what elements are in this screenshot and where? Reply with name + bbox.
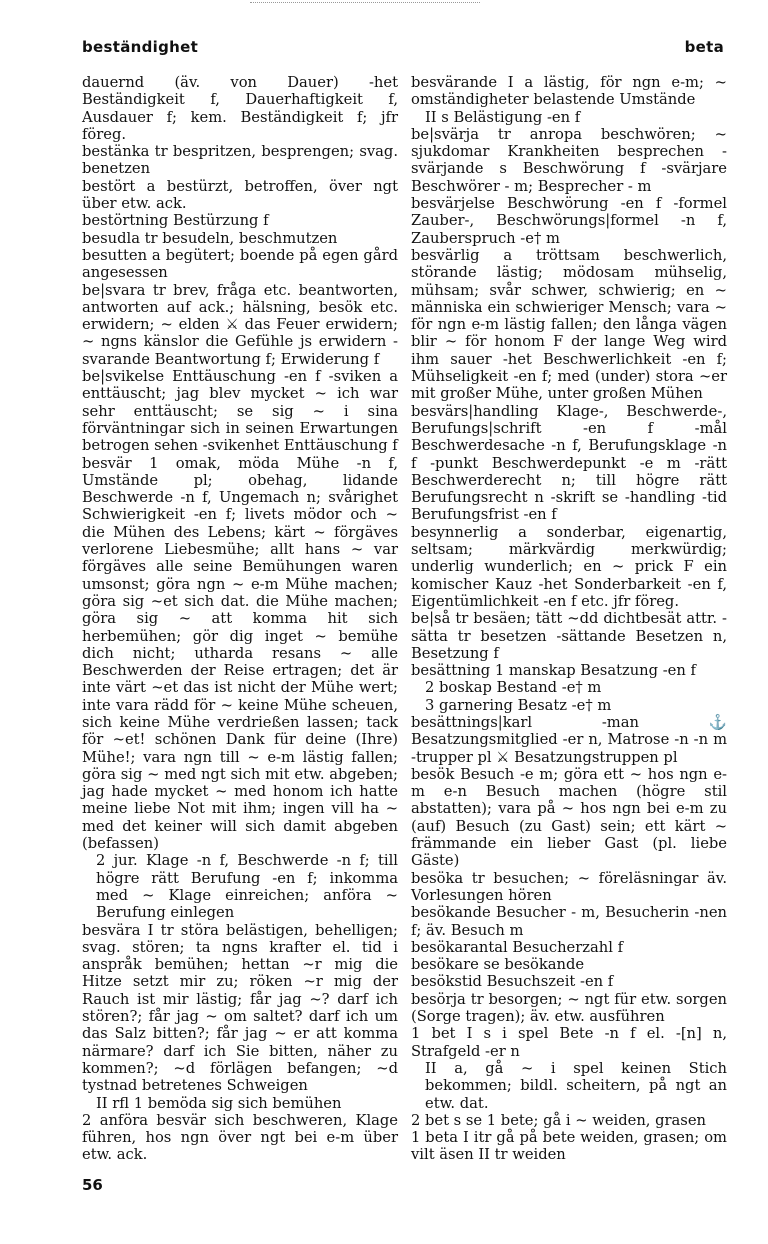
entry-besattningskarl: besättnings|karl -man ⚓ Besatzungsmitglied -er n, Matrose -n -n m -trupper pl ⚔ Besatzungstruppen pl	[411, 713, 727, 766]
entry-besudla: besudla tr besudeln, beschmutzen	[82, 229, 338, 247]
entry-besvarlig: besvärlig a tröttsam beschwerlich, störande lästig; mödosam mühselig, mühsam; svår schwer, schwierig; en ~ människa ein schwieriger Mensch; vara ~ för ngn e-m lästig fallen; den långa vägen blir ~ för honom F der lange Weg wird ihm sauer -het Beschwerlichkeit -en f; Mühseligkeit -en f; med (under) stora ~er mit großer Mühe, unter großen Mühen	[411, 246, 727, 403]
left-column	[82, 74, 398, 1164]
page-number: 56	[82, 1176, 103, 1194]
entry-besvarjelse: besvärjelse Beschwörung -en f -formel Zauber-, Beschwörungs|formel -n f, Zauberspruch -e† m	[411, 195, 727, 247]
entry-besoka: besöka tr besuchen; ~ föreläsningar äv. Vorlesungen hören	[411, 869, 727, 904]
entry-bestortning: bestörtning Bestürzung f	[82, 212, 269, 230]
entry-besattning-sense-3: 3 garnering Besatz -e† m	[425, 696, 612, 714]
entry-besvarja: be|svärja tr anropa beschwören; ~ sjukdomar Krankheiten besprechen -svärjande s Beschwörung f -svärjare Beschwörer - m; Besprecher - m	[411, 125, 727, 195]
entry-besvikelse: be|svikelse Enttäuschung -en f -sviken a enttäuscht; jag blev mycket ~ ich war sehr enttäuscht; se sig ~ i sina förväntningar sich in seinen Erwartungen betrogen sehen -svikenhet Enttäuschung f	[82, 368, 398, 455]
entry-besvara-rfl-2: 2 anföra besvär sich beschweren, Klage führen, hos ngn över ngt bei e-m über etw. ack.	[82, 1111, 398, 1164]
entry-besokare: besökare se besökande	[411, 956, 585, 974]
entry-besorja: besörja tr besorgen; ~ ngt für etw. sorgen (Sorge tragen); äv. etw. ausführen	[411, 990, 727, 1026]
entry-besa: be|så tr besäen; tätt ~dd dichtbesät attr. -sätta tr besetzen -sättande Besetzen n, Besetzung f	[411, 610, 727, 662]
entry-besvar-sense-2: 2 jur. Klage -n f, Beschwerde -n f; till högre rätt Berufung -en f; inkomma med ~ Klage einreichen; anföra ~ Berufung einlegen	[96, 852, 398, 922]
entry-besokstid: besökstid Besuchszeit -en f	[411, 973, 614, 991]
running-head-right: beta	[684, 38, 724, 56]
entry-besvarande: besvärande I a lästig, för ngn e-m; ~ omständigheter belastende Umstände	[411, 74, 727, 109]
entry-besokande: besökande Besucher - m, Besucherin -nen f; äv. Besuch m	[411, 904, 727, 939]
top-rule	[250, 2, 480, 3]
entry-besvara: be|svara tr brev, fråga etc. beantworten, antworten auf ack.; hälsning, besök etc. erwidern; ~ elden ⚔ das Feuer erwidern; ~ ngns känslor die Gefühle js erwidern -svarande Beantwortung f; Erwiderung f	[82, 281, 398, 368]
running-head-left: beständighet	[82, 38, 199, 56]
entry-2-bet: 2 bet s se 1 bete; gå i ~ weiden, grasen	[411, 1111, 706, 1129]
entry-besvara-verb: besvära I tr störa belästigen, behelligen; svag. stören; ta ngns krafter el. tid i anspråk bemühen; hettan ~r mig die Hitze setzt mir zu; röken ~r mig der Rauch ist mir lästig; får jag ~? darf ich stören?; får jag ~ om saltet? darf ich um das Salz bitten?; får jag ~ er att komma närmare? darf ich Sie bitten, näher zu kommen?; ~d förlägen befangen; ~d tystnad betretenes Schweigen	[82, 921, 398, 1095]
entry-besattning-sense-2: 2 boskap Bestand -e† m	[425, 679, 602, 697]
entry-1-bet: 1 bet I s i spel Bete -n f el. -[n] n, Strafgeld -er n	[411, 1025, 727, 1060]
entry-besvarshandling: besvärs|handling Klage-, Beschwerde-, Berufungs|schrift -en f -mål Beschwerdesache -n f, Berufungsklage -n f -punkt Beschwerdepunkt -e m -rätt Beschwerderecht n; till högre rätt Berufungsrecht n -skrift se -handling -tid Berufungsfrist -en f	[411, 402, 727, 524]
entry-besynnerlig: besynnerlig a sonderbar, eigenartig, seltsam; märkvärdig merkwürdig; underlig wunderlich; en ~ prick F ein komischer Kauz -het Sonderbarkeit -en f, Eigentümlichkeit -en f etc. jfr föreg.	[411, 523, 727, 610]
entry-besutten: besutten a begütert; boende på egen gård angesessen	[82, 246, 398, 282]
entry-besattning: besättning 1 manskap Besatzung -en f	[411, 662, 696, 680]
entry-besok: besök Besuch -e m; göra ett ~ hos ngn e-m e-n Besuch machen (högre stil abstatten); vara på ~ hos ngn bei e-m zu (auf) Besuch (zu Gast) sein; ett kärt ~ främmande ein lieber Gast (pl. liebe Gäste)	[411, 765, 727, 870]
entry-besvar: besvär 1 omak, möda Mühe -n f, Umstände pl; obehag, lidande Beschwerde -n f, Ungemach n; svårighet Schwierigkeit -en f; livets mödor och ~ die Mühen des Lebens; kärt ~ förgäves verlorene Liebesmühe; allt hans ~ var förgäves alle seine Bemühungen waren umsonst; göra ngn ~ e-m Mühe machen; göra sig ~et sich dat. die Mühe machen; göra sig ~ att komma hit sich herbemühen; gör dig inget ~ bemühe dich nicht; utharda resans ~ alle Beschwerden der Reise ertragen; det är inte värt ~et das ist nicht der Mühe wert; inte vara rädd för ~ keine Mühe scheuen, sich keine Mühe verdrießen lassen; tack för ~et! schönen Dank für deine (Ihre) Mühe!; vara ngn till ~ e-m lästig fallen; göra sig ~ med ngt sich mit etw. abgeben; jag hade mycket ~ med honom ich hatte meine liebe Not mit ihm; ingen vill ha ~ med det keiner will sich damit abgeben (befassen)	[82, 454, 398, 853]
entry-bestort: bestört a bestürzt, betroffen, över ngt über etw. ack.	[82, 177, 398, 213]
entry-1-beta: 1 beta I itr gå på bete weiden, grasen; om vilt äsen II tr weiden	[411, 1129, 727, 1164]
entry-besokarantal: besökarantal Besucherzahl f	[411, 938, 624, 956]
entry-besvarande-sense-2: II s Belästigung -en f	[425, 108, 581, 126]
entry-bestanka: bestänka tr bespritzen, besprengen; svag. benetzen	[82, 143, 398, 178]
entry-besvara-rfl-1: II rfl 1 bemöda sig sich bemühen	[96, 1094, 342, 1112]
right-column	[411, 74, 727, 1164]
entry-bestandig-cont: dauernd (äv. von Dauer) -het Beständigkeit f, Dauerhaftigkeit f, Ausdauer f; kem. Beständigkeit f; jfr föreg.	[82, 74, 398, 143]
entry-1-bet-sense-2: II a, gå ~ i spel keinen Stich bekommen; bildl. scheitern, på ngt an etw. dat.	[425, 1059, 727, 1112]
